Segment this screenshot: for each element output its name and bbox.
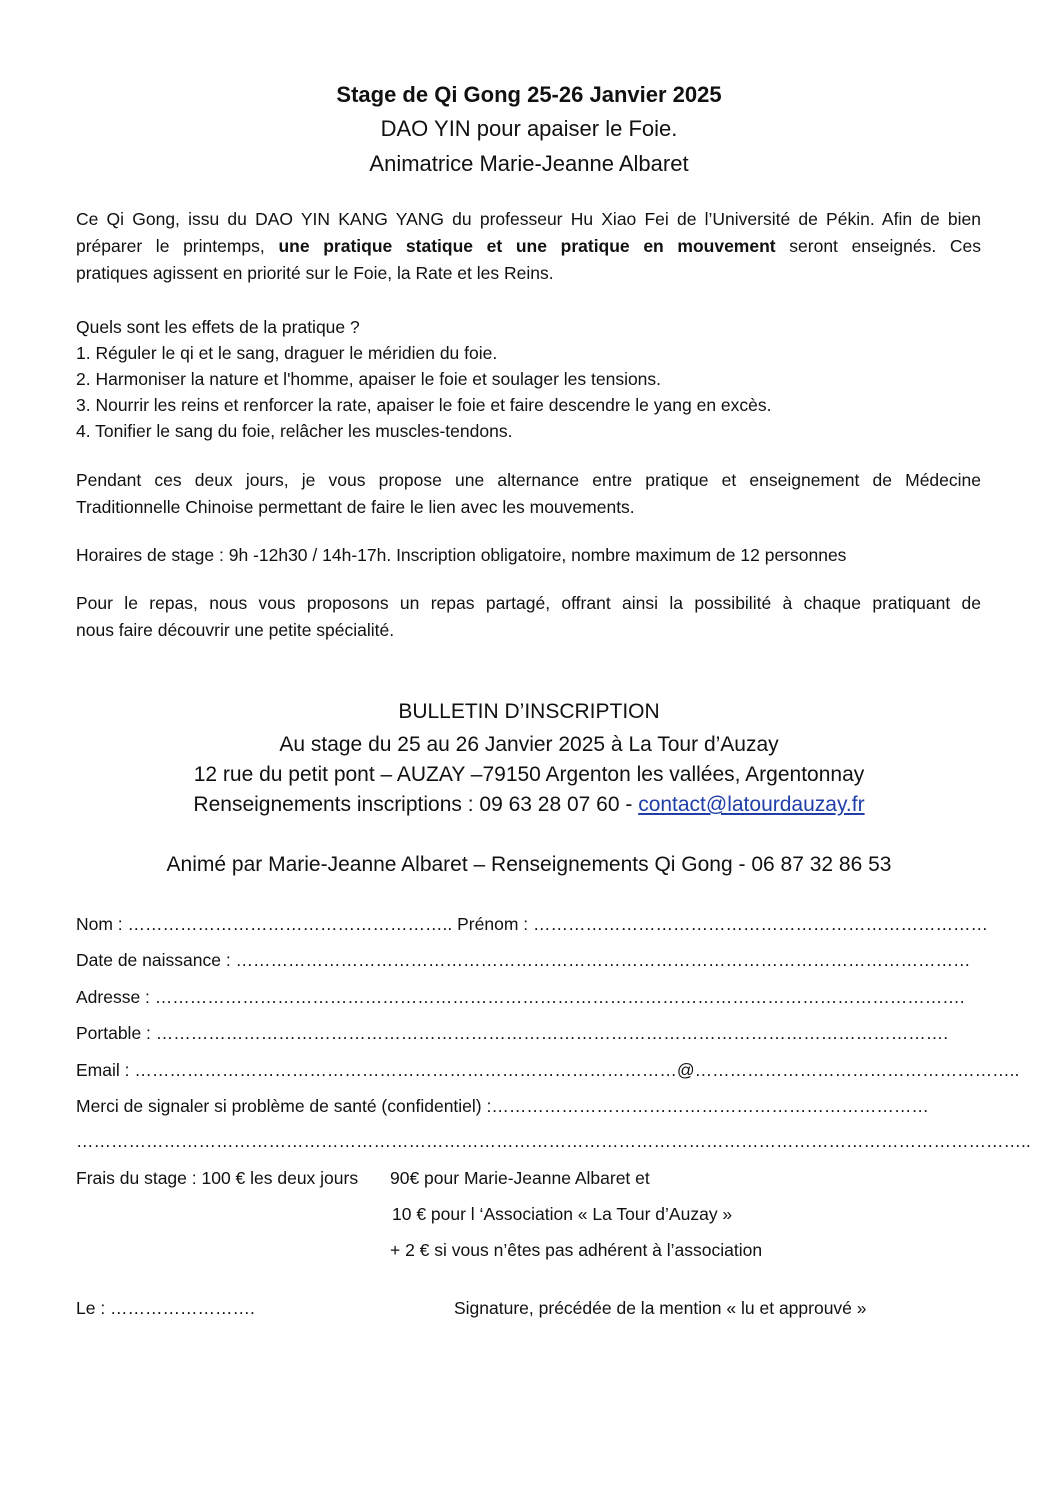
effects-item-1: 1. Réguler le qi et le sang, draguer le méridien du foie. bbox=[76, 343, 498, 363]
intro-line-2 bbox=[76, 233, 981, 260]
form-email[interactable]: Email : …………………………………………………………………………………@……………………………………………….. bbox=[76, 1060, 1020, 1080]
bulletin-contact-prefix: Renseignements inscriptions : 09 63 28 07 60 - bbox=[193, 793, 639, 816]
fees-part-1: 90€ pour Marie-Jeanne Albaret et bbox=[390, 1168, 650, 1188]
intro-line-2-end: seront enseignés. Ces bbox=[775, 236, 981, 256]
intro-line-2-bold: une pratique statique et une pratique en mouvement bbox=[278, 236, 776, 256]
form-nom-prenom[interactable]: Nom : ……………………………………………….. Prénom : …………………………………………………………………… bbox=[76, 914, 988, 934]
fees-part-2: 10 € pour l ‘Association « La Tour d’Auzay » bbox=[392, 1204, 733, 1224]
bulletin-address: 12 rue du petit pont – AUZAY –79150 Argenton les vallées, Argentonnay bbox=[193, 763, 865, 786]
bulletin-dates: Au stage du 25 au 26 Janvier 2025 à La Tour d’Auzay bbox=[279, 733, 779, 756]
form-date-naissance[interactable]: Date de naissance : ……………………………………………………………………………………………………………… bbox=[76, 950, 971, 970]
hours-line: Horaires de stage : 9h -12h30 / 14h-17h. Inscription obligatoire, nombre maximum de 12 personnes bbox=[76, 545, 847, 565]
program-line-2: Traditionnelle Chinoise permettant de faire le lien avec les mouvements. bbox=[76, 497, 635, 517]
contact-email-link[interactable]: contact@latourdauzay.fr bbox=[638, 793, 865, 816]
form-portable[interactable]: Portable : ………………………………………………………………………………………………………………………. bbox=[76, 1023, 949, 1043]
document-subtitle: DAO YIN pour apaiser le Foie. bbox=[380, 116, 678, 141]
meal-line-1: Pour le repas, nous vous proposons un repas partagé, offrant ainsi la possibilité à chaque pratiquant de bbox=[76, 593, 981, 613]
intro-line-1: Ce Qi Gong, issu du DAO YIN KANG YANG du professeur Hu Xiao Fei de l’Université de Pékin. Afin de bien bbox=[76, 209, 981, 229]
facilitator-line: Animatrice Marie-Jeanne Albaret bbox=[369, 151, 689, 176]
form-adresse[interactable]: Adresse : …………………………………………………………………………………………………………………………. bbox=[76, 987, 965, 1007]
bulletin-animated-by: Animé par Marie-Jeanne Albaret – Renseignements Qi Gong - 06 87 32 86 53 bbox=[166, 853, 892, 876]
signature-label: Signature, précédée de la mention « lu et approuvé » bbox=[454, 1298, 867, 1318]
form-sante-continued[interactable]: ……………………………………………………………………………………………………………………………………………….. bbox=[76, 1131, 1031, 1151]
effects-question: Quels sont les effets de la pratique ? bbox=[76, 317, 360, 337]
meal-line-2: nous faire découvrir une petite spécialité. bbox=[76, 620, 395, 640]
bulletin-contact bbox=[0, 790, 1058, 820]
fees-label: Frais du stage : 100 € les deux jours bbox=[76, 1168, 359, 1188]
program-line-1: Pendant ces deux jours, je vous propose une alternance entre pratique et enseignement de Médecine bbox=[76, 470, 981, 490]
form-sante[interactable]: Merci de signaler si problème de santé (confidentiel) :………………………………………………………………… bbox=[76, 1096, 929, 1116]
document-title: Stage de Qi Gong 25-26 Janvier 2025 bbox=[336, 82, 722, 107]
bulletin-title: BULLETIN D’INSCRIPTION bbox=[398, 700, 660, 723]
intro-line-2-start: préparer le printemps, bbox=[76, 236, 279, 256]
effects-item-4: 4. Tonifier le sang du foie, relâcher les muscles-tendons. bbox=[76, 421, 513, 441]
effects-item-3: 3. Nourrir les reins et renforcer la rate, apaiser le foie et faire descendre le yang en excès. bbox=[76, 395, 772, 415]
fees-part-3: + 2 € si vous n’êtes pas adhérent à l’association bbox=[390, 1240, 763, 1260]
intro-line-3: pratiques agissent en priorité sur le Foie, la Rate et les Reins. bbox=[76, 263, 554, 283]
effects-item-2: 2. Harmoniser la nature et l'homme, apaiser le foie et soulager les tensions. bbox=[76, 369, 662, 389]
date-field[interactable]: Le : ……………………. bbox=[76, 1298, 255, 1318]
